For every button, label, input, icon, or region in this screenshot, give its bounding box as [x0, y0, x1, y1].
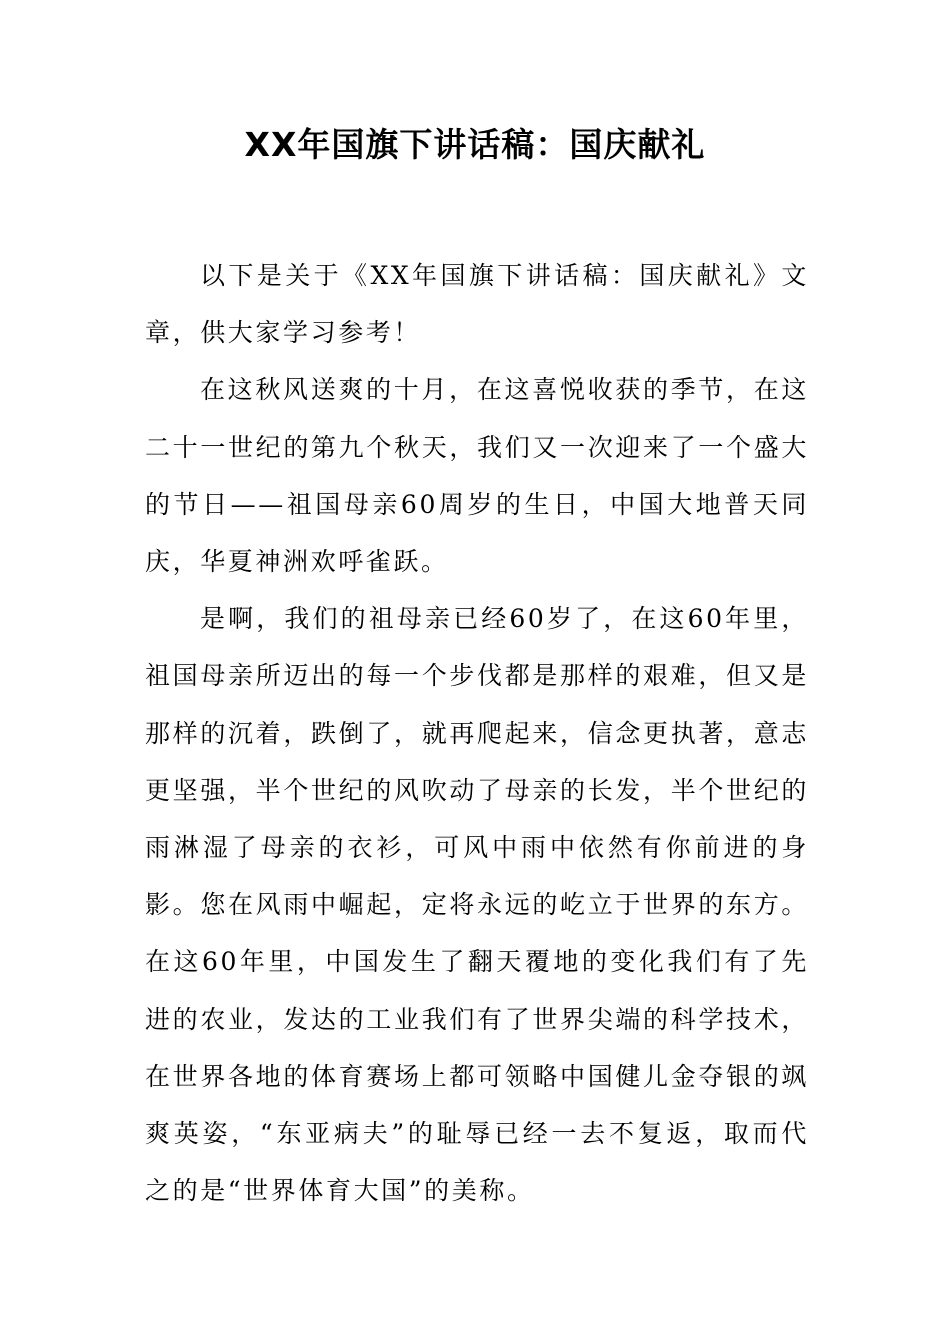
document-title: XX年国旗下讲话稿：国庆献礼 [244, 125, 706, 164]
paragraph-intro: 以下是关于《XX年国旗下讲话稿：国庆献礼》文章，供大家学习参考！ [145, 261, 809, 348]
paragraph-sixty-years: 是啊，我们的祖母亲已经60岁了，在这60年里，祖国母亲所迈出的每一个步伐都是那样的艰难，但又是那样的沉着，跌倒了，就再爬起来，信念更执著，意志更坚强，半个世纪的风吹动了母亲的长发，半个世纪的雨淋湿了母亲的衣衫，可风中雨中依然有你前进的身影。您在风雨中崛起，定将永远的屹立于世界的东方。在这60年里，中国发生了翻天覆地的变化我们有了先进的农业，发达的工业我们有了世界尖端的科学技术，在世界各地的体育赛场上都可领略中国健儿金夺银的飒爽英姿，“东亚病夫”的耻辱已经一去不复返，取而代之的是“世界体育大国”的美称。 [145, 604, 809, 1206]
paragraph-national-day: 在这秋风送爽的十月，在这喜悦收获的季节，在这二十一世纪的第九个秋天，我们又一次迎来了一个盛大的节日——祖国母亲60周岁的生日，中国大地普天同庆，华夏神洲欢呼雀跃。 [145, 375, 809, 577]
document-body [145, 247, 809, 1219]
